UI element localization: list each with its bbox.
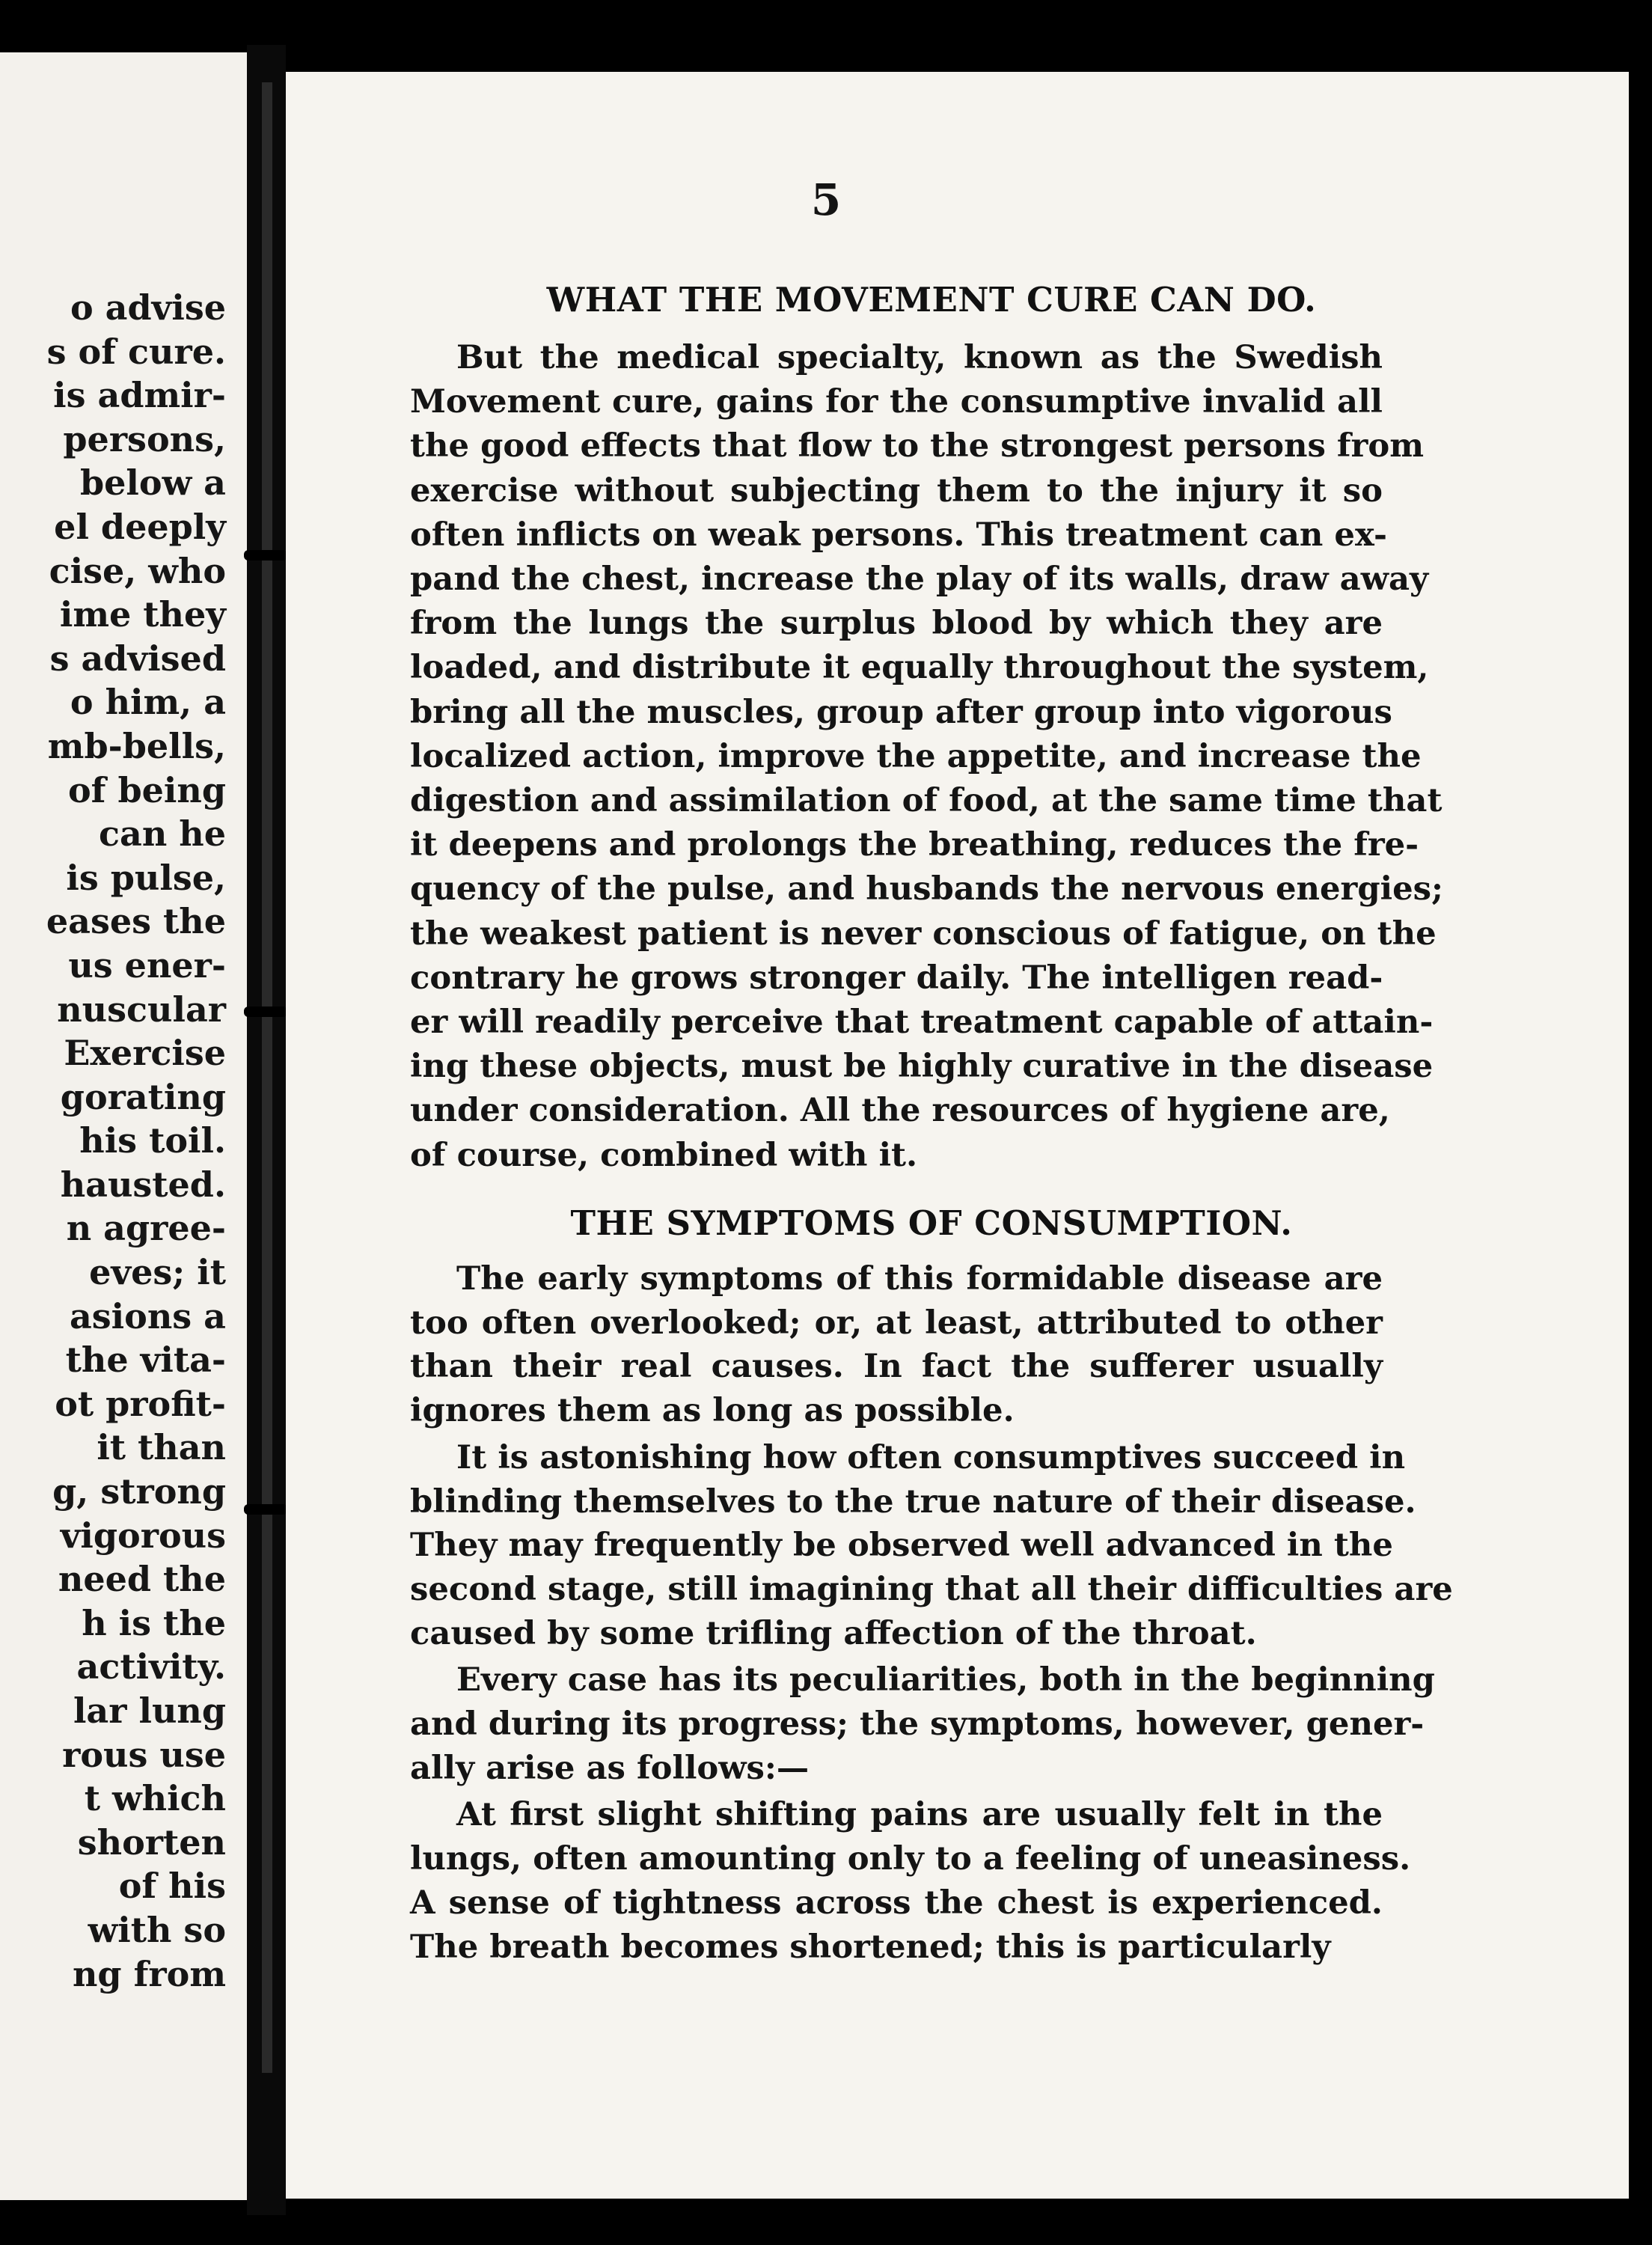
left-page-line: s of cure. [46, 331, 226, 372]
text-line: They may frequently be observed well advanced in the [410, 1526, 1393, 1565]
left-page-line: ng from [72, 1953, 226, 1994]
section-heading-symptoms: THE SYMPTOMS OF CONSUMPTION. [570, 1203, 1293, 1243]
text-line: Every case has its peculiarities, both in the beginning [456, 1661, 1435, 1699]
left-page-line: can he [99, 813, 226, 855]
left-page-line: s advised [49, 638, 226, 679]
text-line: often inflicts on weak persons. This treatment can ex- [410, 515, 1387, 554]
left-page-line: o advise [70, 287, 226, 328]
text-line: quency of the pulse, and husbands the nervous energies; [410, 870, 1443, 908]
left-page-text-column [46, 286, 226, 1996]
left-page-line: with so [88, 1909, 226, 1950]
text-line: it deepens and prolongs the breathing, reduces the fre- [410, 825, 1419, 864]
text-line: the good effects that flow to the strongest persons from [410, 427, 1425, 465]
text-line: blinding themselves to the true nature of their disease. [410, 1482, 1416, 1521]
paragraph [410, 1658, 1435, 1790]
left-page-line: o him, a [70, 682, 226, 723]
text-line: ally arise as follows:— [410, 1748, 810, 1787]
section-body-movement-cure [410, 335, 1443, 1177]
left-page-line: cise, who [49, 550, 226, 591]
left-page-line: hausted. [60, 1164, 226, 1205]
text-line: loaded, and distribute it equally throughout the system, [410, 648, 1429, 687]
text-line: exercise without subjecting them to the injury it so [410, 471, 1383, 510]
left-page-line: eves; it [89, 1252, 226, 1293]
paragraph [410, 1257, 1383, 1433]
left-page-line: is pulse, [66, 857, 226, 898]
left-page-line: of his [118, 1866, 226, 1907]
binding-stitch [244, 1007, 287, 1017]
left-page-line: rous use [62, 1734, 226, 1775]
text-line: under consideration. All the resources of hygiene are, [410, 1091, 1390, 1130]
text-line: The breath becomes shortened; this is particularly [410, 1927, 1331, 1966]
section-body-symptoms [410, 1257, 1453, 1969]
left-page-line: ime they [59, 594, 226, 635]
page-number: 5 [810, 174, 842, 225]
text-line: too often overlooked; or, at least, attributed to other [410, 1303, 1383, 1342]
text-line: digestion and assimilation of food, at the same time that [410, 781, 1443, 820]
left-page-line: eases the [46, 901, 226, 942]
text-line: ignores them as long as possible. [410, 1391, 1015, 1430]
left-page-line: g, strong [52, 1471, 226, 1512]
text-line: pand the chest, increase the play of its walls, draw away [410, 560, 1429, 599]
text-line: At first slight shifting pains are usually felt in the [456, 1795, 1383, 1834]
left-page-line: of being [68, 769, 226, 810]
left-page-line: us ener- [68, 944, 226, 986]
text-line: er will readily perceive that treatment capable of attain- [410, 1003, 1434, 1042]
left-page-line: asions a [69, 1295, 226, 1337]
text-line: and during its progress; the symptoms, however, gener- [410, 1705, 1425, 1744]
text-line: ing these objects, must be highly curative in the disease [410, 1047, 1434, 1086]
text-line: But the medical specialty, known as the Swedish [456, 338, 1383, 376]
text-line: localized action, improve the appetite, and increase the [410, 736, 1422, 775]
text-line: than their real causes. In fact the sufferer usually [410, 1347, 1383, 1386]
left-page-line: n agree- [66, 1208, 226, 1249]
left-facing-page [0, 52, 247, 2200]
left-page-line: the vita- [65, 1340, 226, 1381]
text-line: contrary he grows stronger daily. The intelligen read- [410, 958, 1383, 997]
text-line: The early symptoms of this formidable disease are [456, 1259, 1383, 1298]
paragraph [410, 1793, 1411, 1969]
left-page-line: need the [58, 1559, 226, 1600]
paragraph [410, 335, 1443, 1177]
left-page-line: Exercise [64, 1033, 226, 1074]
binding-stitch [244, 1504, 287, 1515]
left-page-line: h is the [82, 1602, 226, 1643]
text-line: bring all the muscles, group after group into vigorous [410, 692, 1392, 731]
left-page-line: shorten [77, 1821, 226, 1863]
text-line: A sense of tightness across the chest is experienced. [410, 1883, 1383, 1922]
left-page-line: his toil. [79, 1120, 226, 1161]
left-page-line: el deeply [54, 506, 226, 547]
text-line: from the lungs the surplus blood by which they are [410, 604, 1383, 643]
text-line: of course, combined with it. [410, 1135, 918, 1174]
left-page-line: lar lung [73, 1690, 226, 1731]
left-page-line: gorating [60, 1076, 226, 1117]
left-page-line: nuscular [57, 989, 226, 1030]
left-page-line: activity. [76, 1646, 226, 1687]
left-page-line: vigorous [60, 1515, 226, 1556]
section-heading-movement-cure: WHAT THE MOVEMENT CURE CAN DO. [546, 280, 1317, 320]
binding-spine [262, 82, 272, 2073]
left-page-line: below a [79, 462, 226, 504]
text-line: the weakest patient is never conscious of fatigue, on the [410, 914, 1437, 953]
left-page-line: t which [84, 1778, 226, 1819]
left-page-line: is admir- [53, 375, 226, 416]
text-line: second stage, still imagining that all their difficulties are [410, 1569, 1453, 1608]
text-line: caused by some trifling affection of the throat. [410, 1613, 1257, 1652]
left-page-line: ot profit- [55, 1383, 226, 1424]
left-page-line: it than [97, 1427, 226, 1468]
text-line: lungs, often amounting only to a feeling of uneasiness. [410, 1839, 1411, 1878]
paragraph [410, 1436, 1453, 1656]
binding-stitch [244, 550, 287, 561]
text-line: Movement cure, gains for the consumptive invalid all [410, 382, 1383, 421]
left-page-line: persons, [63, 418, 226, 459]
text-line: It is astonishing how often consumptives succeed in [456, 1438, 1406, 1476]
left-page-line: mb-bells, [47, 725, 226, 766]
